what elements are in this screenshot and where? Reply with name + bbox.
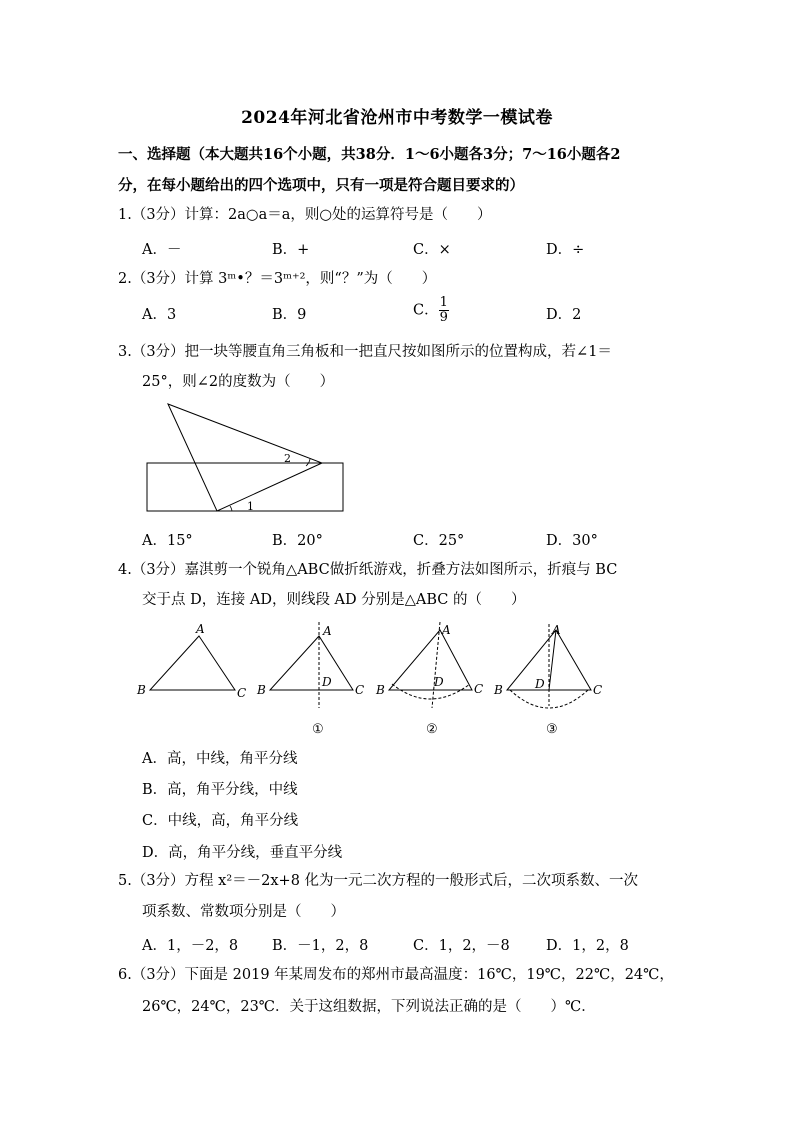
label-a: A (196, 622, 205, 636)
question-3-line2: 25°，则∠2的度数为（ ） (142, 374, 335, 390)
q3-option-b[interactable]: B．20° (272, 533, 323, 549)
angle-1-arc (230, 506, 232, 511)
label-a-2: A (442, 623, 451, 637)
angle-2-label: 2 (284, 452, 291, 465)
label-b-1: B (257, 683, 266, 697)
question-1-text: 1.（3分）计算：2a○a＝a，则○处的运算符号是（ ） (118, 207, 492, 223)
question-5-line1: 5.（3分）方程 x²＝－2x+8 化为一元二次方程的一般形式后，二次项系数、一次 (118, 873, 639, 889)
question-5-line2: 项系数、常数项分别是（ ） (142, 904, 345, 920)
q4-option-b[interactable]: B．高，角平分线，中线 (142, 782, 298, 798)
label-d-1: D (322, 675, 332, 689)
q3-option-a[interactable]: A．15° (142, 533, 193, 549)
q5-option-c[interactable]: C．1，2，－8 (413, 938, 510, 954)
angle-1-label: 1 (247, 500, 254, 513)
label-d-3: D (535, 677, 545, 691)
q4-option-c[interactable]: C．中线，高，角平分线 (142, 813, 299, 829)
q3-option-d[interactable]: D．30° (546, 533, 598, 549)
question-2-text: 2.（3分）计算 3ᵐ•？＝3ᵐ⁺²，则“？”为（ ） (118, 271, 437, 287)
segment-ad-3 (549, 630, 556, 690)
q4-folding-figures (130, 618, 620, 740)
label-b-3: B (494, 683, 503, 697)
q1-option-d[interactable]: D．÷ (546, 242, 585, 258)
triangle-base (150, 636, 235, 690)
triangle-1 (270, 636, 353, 690)
label-c-2: C (474, 682, 484, 696)
q3-ruler-triangle-figure (140, 398, 350, 520)
label-d-2: D (434, 675, 444, 689)
section-heading-line1: 一、选择题（本大题共16个小题，共38分．1～6小题各3分；7～16小题各2 (118, 146, 621, 163)
label-c-3: C (593, 683, 603, 697)
q3-option-c[interactable]: C．25° (413, 533, 465, 549)
question-4-line2: 交于点 D，连接 AD，则线段 AD 分别是△ABC 的（ ） (142, 592, 526, 608)
label-c: C (237, 686, 247, 700)
fraction-denominator: 9 (439, 310, 448, 325)
section-heading-line2: 分，在每小题给出的四个选项中，只有一项是符合题目要求的） (118, 177, 524, 194)
fold-arc-2 (392, 684, 470, 699)
question-6-line2: 26℃，24℃，23℃．关于这组数据，下列说法正确的是（ ）℃． (142, 999, 596, 1015)
label-b-2: B (376, 683, 385, 697)
q4-option-d[interactable]: D．高，角平分线，垂直平分线 (142, 845, 343, 861)
q1-option-b[interactable]: B．+ (272, 242, 310, 258)
label-b: B (137, 683, 146, 697)
question-6-line1: 6.（3分）下面是 2019 年某周发布的郑州市最高温度：16℃，19℃，22℃，24℃， (118, 967, 674, 983)
q4-option-a[interactable]: A．高，中线，角平分线 (142, 751, 298, 767)
question-4-line1: 4.（3分）嘉淇剪一个锐角△ABC做折纸游戏，折叠方法如图所示，折痕与 BC (118, 562, 618, 578)
caption-3: ③ (546, 722, 558, 737)
q1-option-c[interactable]: C．× (413, 242, 451, 258)
caption-2: ② (426, 722, 438, 737)
q2-option-c-label: C． (413, 302, 439, 319)
set-square-triangle (168, 404, 322, 511)
q5-option-d[interactable]: D．1，2，8 (546, 938, 629, 954)
question-3-line1: 3.（3分）把一块等腰直角三角板和一把直尺按如图所示的位置构成，若∠1＝ (118, 344, 612, 360)
q2-option-a[interactable]: A．3 (142, 307, 177, 323)
q2-option-b[interactable]: B．9 (272, 307, 307, 323)
q5-option-b[interactable]: B．－1，2，8 (272, 938, 369, 954)
triangle-2 (389, 630, 472, 690)
q5-option-a[interactable]: A．1，－2，8 (142, 938, 239, 954)
q2-option-c[interactable] (413, 296, 449, 325)
label-a-3: A (552, 623, 561, 637)
label-c-1: C (355, 683, 365, 697)
caption-1: ① (312, 722, 324, 737)
q2-option-c-fraction (439, 296, 449, 325)
fraction-numerator: 1 (439, 295, 448, 310)
label-a-1: A (323, 624, 332, 638)
q1-option-a[interactable]: A．－ (142, 242, 182, 258)
q2-option-d[interactable]: D．2 (546, 307, 582, 323)
page-title: 2024年河北省沧州市中考数学一模试卷 (241, 108, 553, 128)
ruler-rectangle (147, 463, 343, 511)
